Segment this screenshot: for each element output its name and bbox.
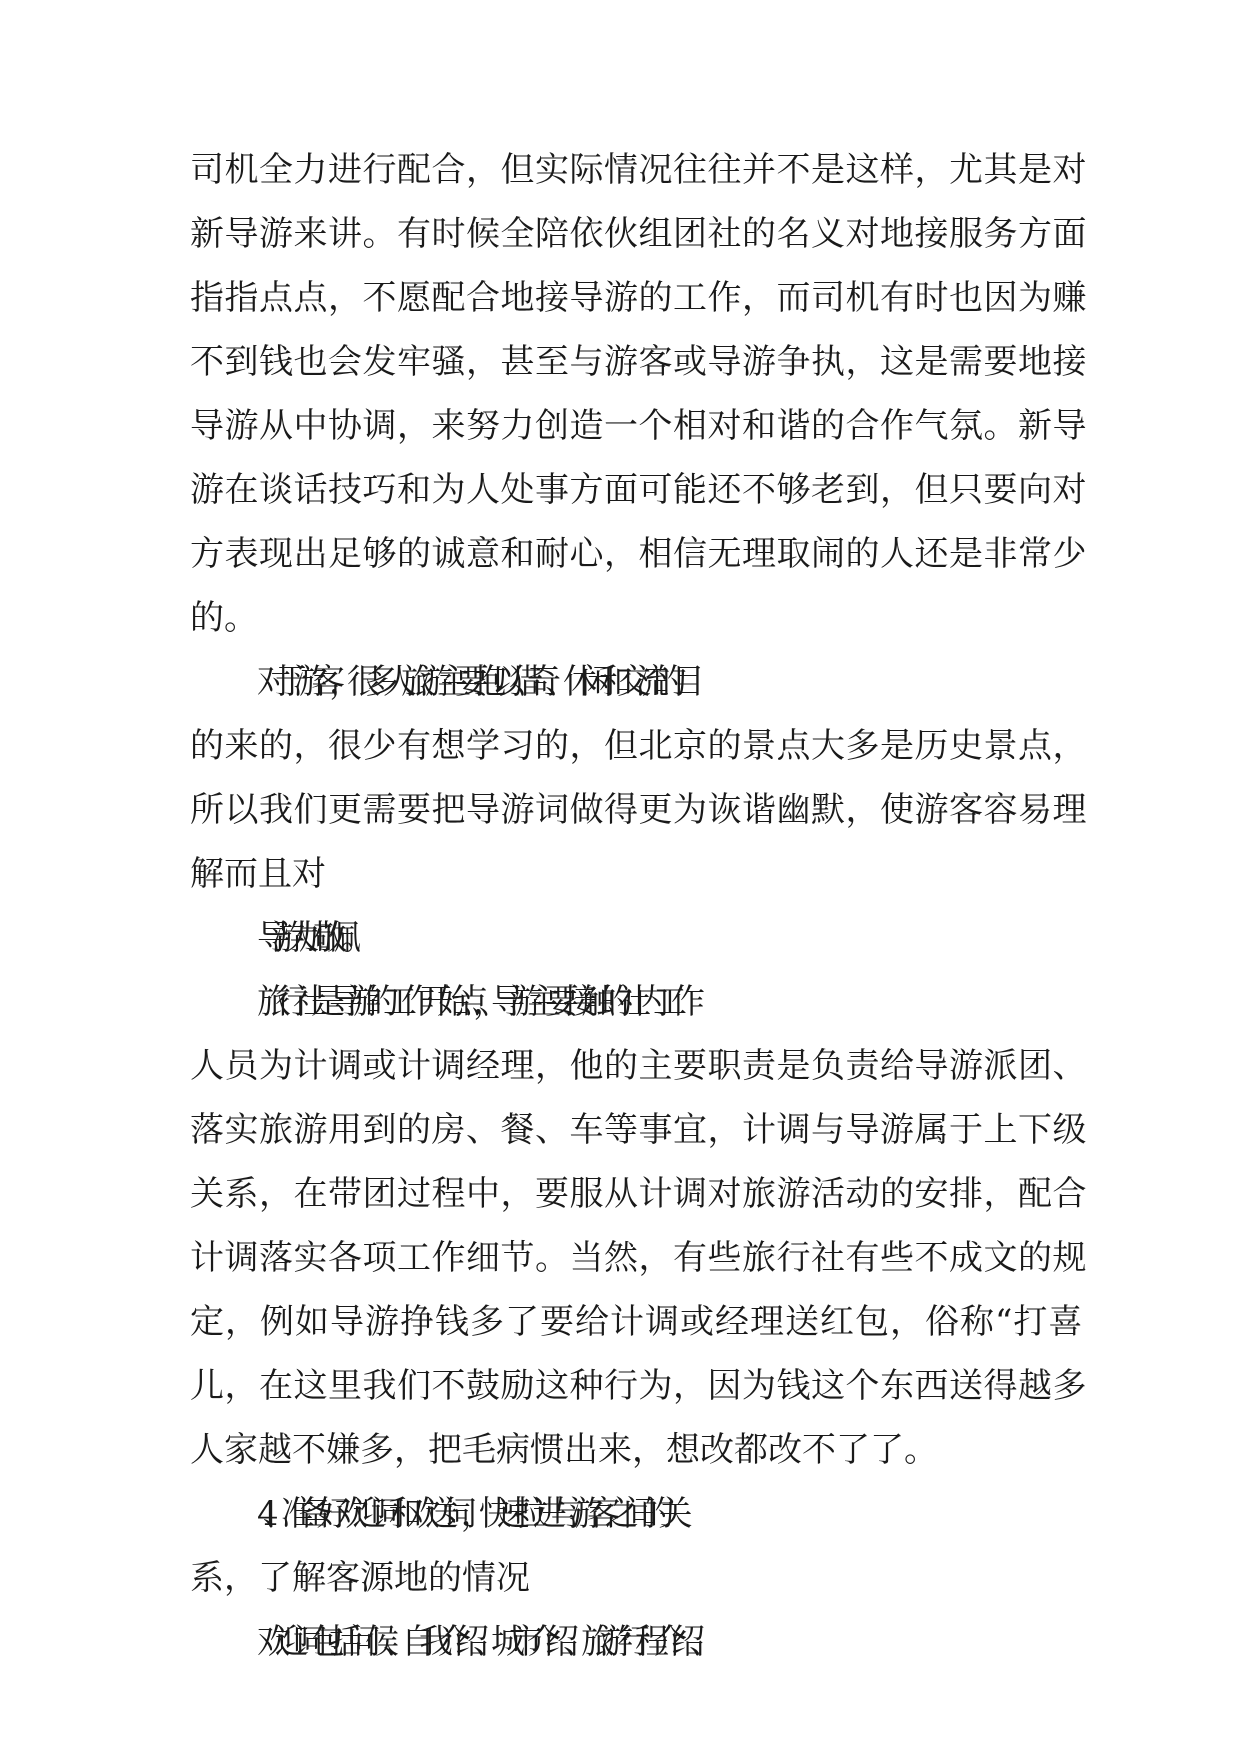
section-heading-continued: 系，了解客源地的情况 <box>190 1558 530 1598</box>
text-line: 游在谈话技巧和为人处事方面可能还不够老到，但只要向对 <box>190 470 1087 510</box>
paragraph-first-line: 导游大加敬佩。 <box>257 918 355 958</box>
text-line: 落实旅游用到的房、餐、车等事宜，计调与导游属于上下级 <box>190 1110 1087 1150</box>
text-line: 关系，在带团过程中，要服从计调对旅游活动的安排，配合 <box>190 1174 1087 1214</box>
section-heading: 4、准备好欢迎词和欢送词，快速拉进与游客之间的关 <box>257 1494 677 1534</box>
text-line: 儿，在这里我们不鼓励这种行为，因为钱这个东西送得越多 <box>190 1366 1087 1406</box>
paragraph-first-line: 对于游客，很多人旅游主要抱以猎奇、休闲和交流的目 <box>257 662 689 702</box>
paragraph-first-line: 欢迎词包括问候、自我介绍、城市介绍、旅游行程介绍、 <box>257 1622 707 1662</box>
text-line: 定，例如导游挣钱多了要给计调或经理送红包，俗称“打喜 <box>190 1302 1084 1342</box>
paragraph-first-line: 旅行社是导游的工作开始点，导游主要接触的社内工作 <box>257 982 689 1022</box>
text-line: 人员为计调或计调经理，他的主要职责是负责给导游派团、 <box>190 1046 1087 1086</box>
text-line: 计调落实各项工作细节。当然，有些旅行社有些不成文的规 <box>190 1238 1087 1278</box>
text-line: 解而且对 <box>190 854 326 894</box>
text-line: 人家越不嫌多，把毛病惯出来，想改都改不了了。 <box>190 1430 938 1470</box>
text-line: 的来的，很少有想学习的，但北京的景点大多是历史景点， <box>190 726 1087 766</box>
text-line: 方表现出足够的诚意和耐心，相信无理取闹的人还是非常少 <box>190 534 1087 574</box>
text-line: 不到钱也会发牢骚，甚至与游客或导游争执，这是需要地接 <box>190 342 1087 382</box>
text-line: 导游从中协调，来努力创造一个相对和谐的合作气氛。新导 <box>190 406 1087 446</box>
text-line: 指指点点，不愿配合地接导游的工作，而司机有时也因为赚 <box>190 278 1087 318</box>
text-line: 司机全力进行配合，但实际情况往往并不是这样，尤其是对 <box>190 150 1087 190</box>
text-line: 新导游来讲。有时候全陪依伙组团社的名义对地接服务方面 <box>190 214 1087 254</box>
text-line: 所以我们更需要把导游词做得更为诙谐幽默，使游客容易理 <box>190 790 1087 830</box>
text-line: 的。 <box>190 598 258 638</box>
